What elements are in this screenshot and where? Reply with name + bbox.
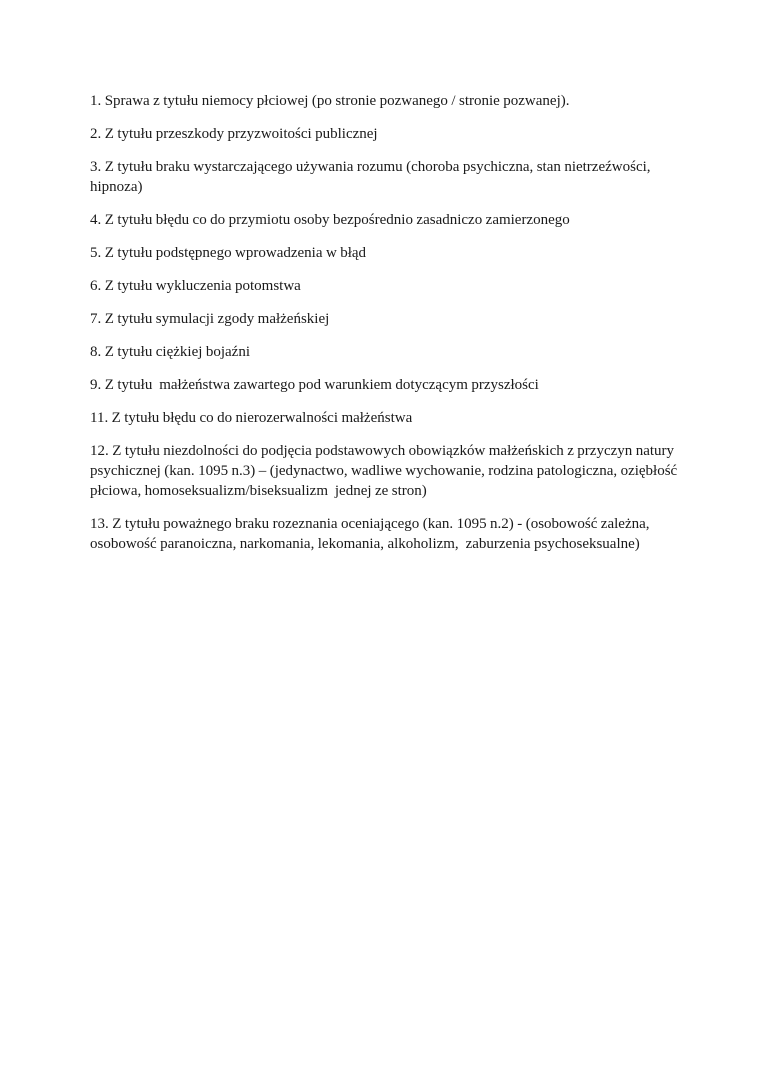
list-item-11: 11. Z tytułu błędu co do nierozerwalności małżeństwa <box>90 410 413 426</box>
list-item-13: 13. Z tytułu poważnego braku rozeznania oceniającego (kan. 1095 n.2) - (osobowość zależna, osobowość paranoiczna, narkomania, lekomania, alkoholizm, zaburzenia psychoseksualne) <box>90 516 653 552</box>
list-item-6: 6. Z tytułu wykluczenia potomstwa <box>90 278 301 294</box>
list-item-8: 8. Z tytułu ciężkiej bojaźni <box>90 344 250 360</box>
list-item-5: 5. Z tytułu podstępnego wprowadzenia w błąd <box>90 245 367 261</box>
list-item-4: 4. Z tytułu błędu co do przymiotu osoby bezpośrednio zasadniczo zamierzonego <box>90 212 570 228</box>
document-body <box>90 91 680 567</box>
list-item-3: 3. Z tytułu braku wystarczającego używania rozumu (choroba psychiczna, stan nietrzeźwości, hipnoza) <box>90 159 654 195</box>
list-item-12: 12. Z tytułu niezdolności do podjęcia podstawowych obowiązków małżeńskich z przyczyn natury psychicznej (kan. 1095 n.3) – (jedynactwo, wadliwe wychowanie, rodzina patologiczna, oziębłość płciowa, homoseksualizm/biseksualizm jednej ze stron) <box>90 443 681 499</box>
list-item-2: 2. Z tytułu przeszkody przyzwoitości publicznej <box>90 126 378 142</box>
list-item-9: 9. Z tytułu małżeństwa zawartego pod warunkiem dotyczącym przyszłości <box>90 377 539 393</box>
list-item-1: 1. Sprawa z tytułu niemocy płciowej (po stronie pozwanego / stronie pozwanej). <box>90 93 570 109</box>
list-item-7: 7. Z tytułu symulacji zgody małżeńskiej <box>90 311 330 327</box>
